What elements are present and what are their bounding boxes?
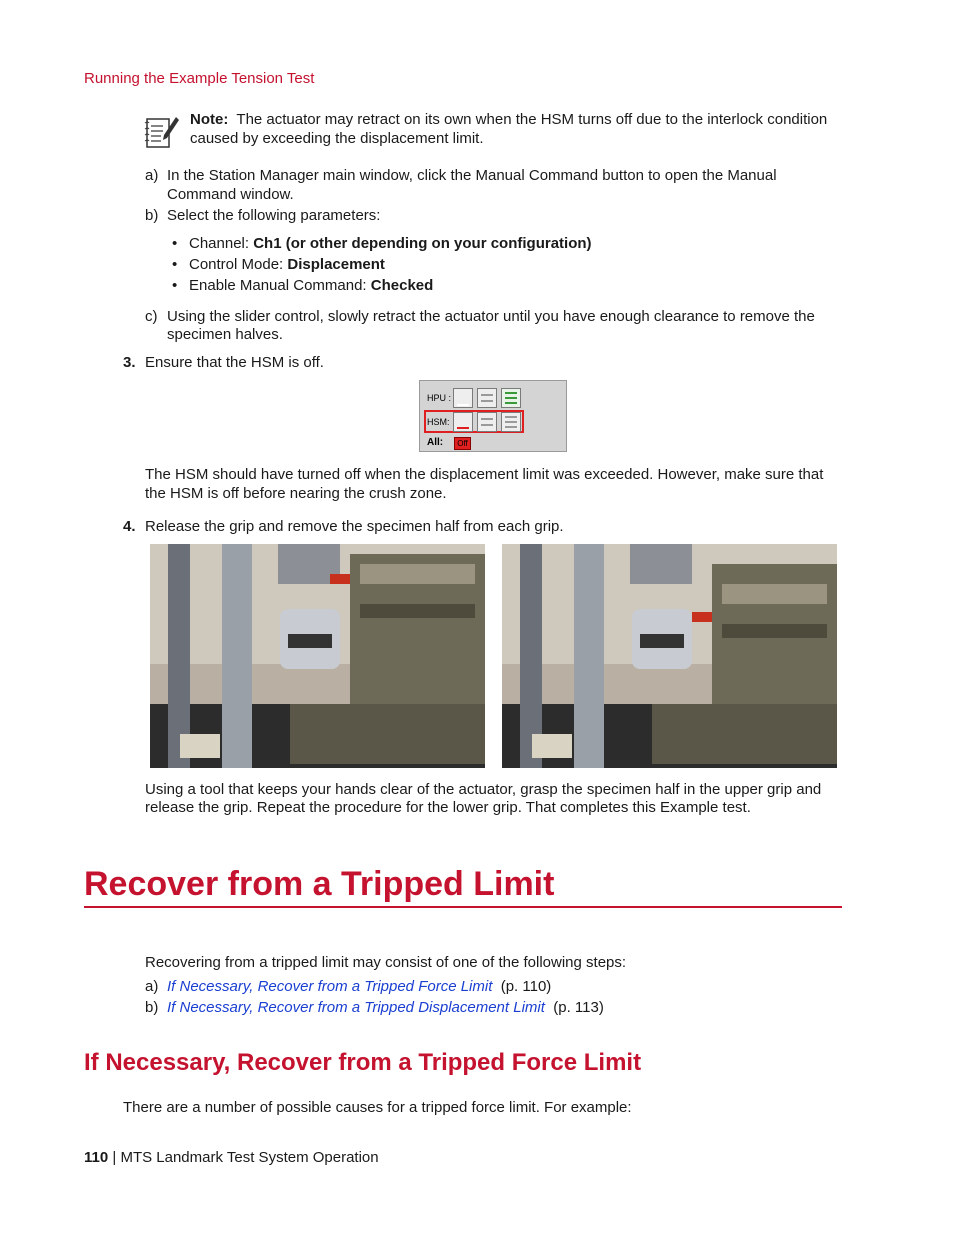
note-text-1: The actuator may retract on its own when the HSM turns off due to the interlock condition	[236, 111, 828, 128]
substep-b-marker: b)	[145, 207, 159, 224]
step-4-para-1: Using a tool that keeps your hands clear of the actuator, grasp the specimen half in the upper grip and	[145, 781, 822, 798]
bullet: •	[172, 256, 178, 273]
running-header: Running the Example Tension Test	[84, 70, 315, 87]
link-b-row	[167, 998, 604, 1017]
section-intro: Recovering from a tripped limit may consist of one of the following steps:	[145, 954, 627, 971]
param-label: Channel:	[189, 235, 254, 252]
substep-c-marker: c)	[145, 308, 158, 325]
all-label: All:	[427, 437, 444, 448]
link-b-page: (p. 113)	[553, 999, 604, 1016]
link-b-marker: b)	[145, 999, 159, 1016]
step-3-para-2: the HSM is off before nearing the crush zone.	[145, 485, 447, 502]
step-4-number: 4.	[123, 518, 136, 535]
param-label: Enable Manual Command:	[189, 277, 371, 294]
param-channel	[189, 234, 592, 253]
hsm-low-button[interactable]	[477, 412, 497, 432]
substep-c-text-1: Using the slider control, slowly retract the actuator until you have enough clearance to remove the	[167, 308, 815, 325]
note-pencil-icon	[143, 113, 181, 151]
param-value: Ch1 (or other depending on your configuration)	[253, 235, 592, 252]
param-value: Checked	[370, 277, 434, 294]
param-value: Displacement	[287, 256, 385, 273]
section-divider	[84, 906, 842, 908]
hpu-off-button[interactable]	[453, 388, 473, 408]
bullet: •	[172, 277, 178, 294]
hsm-status-panel	[419, 380, 567, 452]
page-footer	[84, 1148, 379, 1167]
link-a-page: (p. 110)	[500, 978, 552, 995]
footer-doc-title: MTS Landmark Test System Operation	[120, 1149, 379, 1166]
substep-b-text: Select the following parameters:	[167, 207, 381, 224]
step-4-para-2: release the grip. Repeat the procedure for the lower grip. That completes this Example test.	[145, 799, 751, 816]
param-enable-manual	[189, 276, 433, 295]
section-heading: Recover from a Tripped Limit	[84, 865, 555, 903]
hsm-off-button[interactable]	[453, 412, 473, 432]
substep-a-text-2: Command window.	[167, 186, 294, 203]
subsection-heading: If Necessary, Recover from a Tripped Force Limit	[84, 1049, 642, 1076]
grip-release-photo-lower	[502, 544, 837, 768]
bullet: •	[172, 235, 178, 252]
hsm-label: HSM:	[427, 417, 450, 427]
param-control-mode	[189, 255, 385, 274]
page-number: 110	[84, 1149, 109, 1166]
param-label: Control Mode:	[189, 256, 288, 273]
link-tripped-force-limit[interactable]: If Necessary, Recover from a Tripped Force Limit	[167, 978, 493, 995]
step-4-text: Release the grip and remove the specimen half from each grip.	[145, 518, 564, 535]
footer-separator: |	[112, 1149, 117, 1166]
step-3-text: Ensure that the HSM is off.	[145, 354, 324, 371]
hpu-low-button[interactable]	[477, 388, 497, 408]
note-label: Note:	[190, 111, 229, 128]
hpu-label: HPU :	[427, 393, 452, 403]
substep-a-text-1: In the Station Manager main window, click the Manual Command button to open the Manual	[167, 167, 777, 184]
link-a-row	[167, 977, 551, 996]
link-tripped-displacement-limit[interactable]: If Necessary, Recover from a Tripped Displacement Limit	[167, 999, 545, 1016]
substep-c-text-2: specimen halves.	[167, 326, 283, 343]
grip-release-photo-upper	[150, 544, 485, 768]
step-3-number: 3.	[123, 354, 136, 371]
note-text-2: caused by exceeding the displacement limit.	[190, 130, 484, 147]
hpu-high-button[interactable]	[501, 388, 521, 408]
step-3-para-1: The HSM should have turned off when the displacement limit was exceeded. However, make sure that	[145, 466, 824, 483]
subsection-intro: There are a number of possible causes for a tripped force limit. For example:	[123, 1099, 632, 1116]
all-off-button[interactable]: Off	[454, 437, 471, 450]
hsm-high-button[interactable]	[501, 412, 521, 432]
note-line-1	[190, 110, 827, 129]
substep-a-marker: a)	[145, 167, 159, 184]
link-a-marker: a)	[145, 978, 159, 995]
